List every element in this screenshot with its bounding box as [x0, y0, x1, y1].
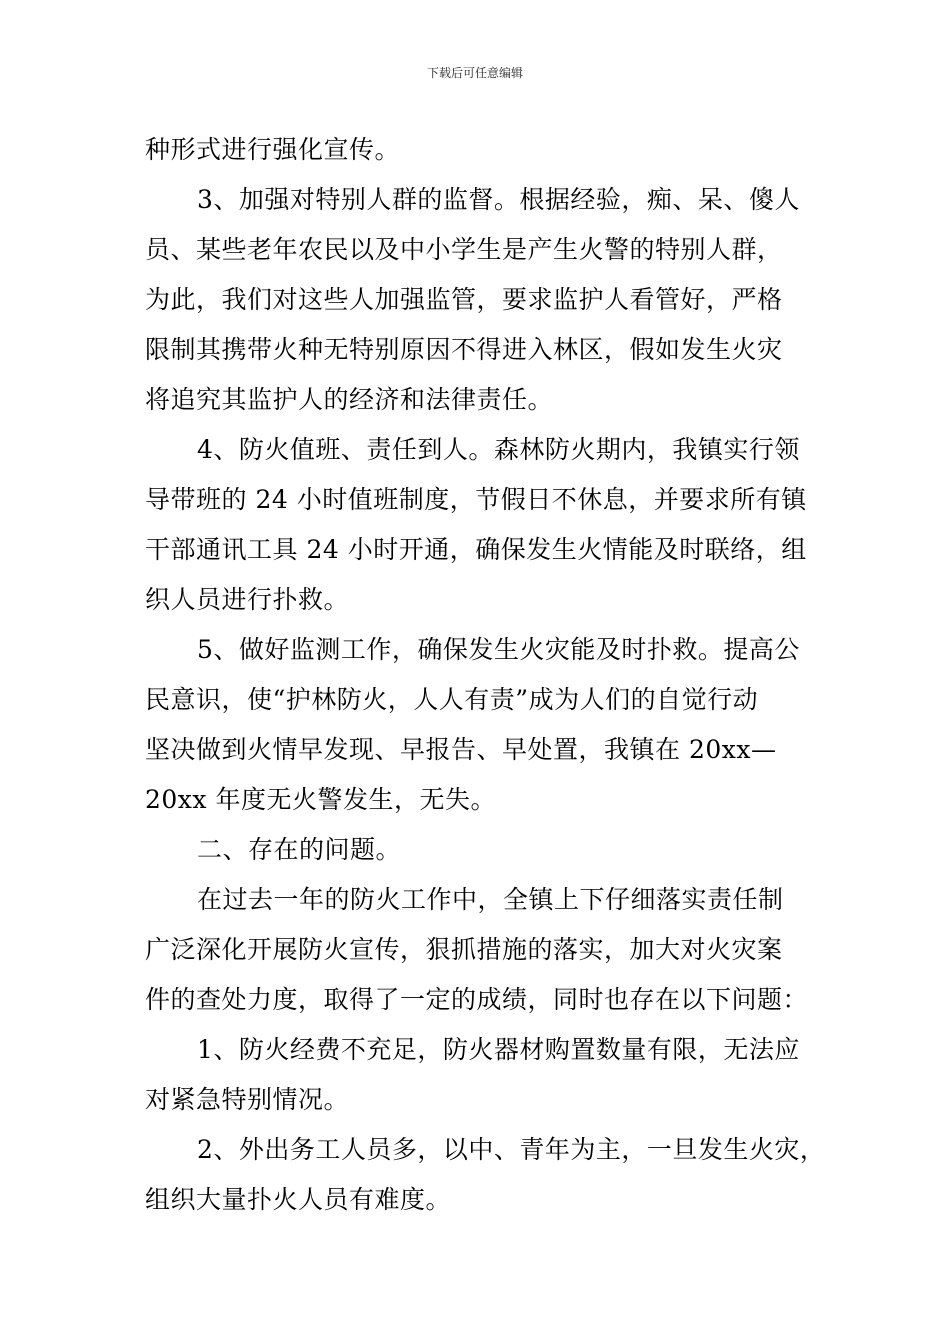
text-line: 导带班的 24 小时值班制度，节假日不休息，并要求所有镇 [145, 485, 807, 514]
text-line: 在过去一年的防火工作中，全镇上下仔细落实责任制 [197, 885, 784, 914]
text-line: 广泛深化开展防火宣传，狠抓措施的落实，加大对火灾案 [145, 935, 783, 964]
text-line: 组织大量扑火人员有难度。 [145, 1185, 452, 1214]
text-line: 限制其携带火种无特别原因不得进入林区，假如发生火灾 [145, 335, 783, 364]
text-line: 件的查处力度，取得了一定的成绩，同时也存在以下问题： [145, 985, 809, 1014]
text-line: 为此，我们对这些人加强监管，要求监护人看管好，严格 [145, 285, 783, 314]
text-line: 将追究其监护人的经济和法律责任。 [145, 385, 554, 414]
text-line: 对紧急特别情况。 [145, 1085, 350, 1114]
text-line: 20xx 年度无火警发生，无失。 [145, 785, 496, 814]
text-line: 2、外出务工人员多，以中、青年为主，一旦发生火灾， [197, 1135, 826, 1164]
text-line: 民意识，使“护林防火，人人有责”成为人们的自觉行动 [145, 685, 759, 714]
text-line: 种形式进行强化宣传。 [145, 135, 401, 164]
text-line: 干部通讯工具 24 小时开通，确保发生火情能及时联络，组 [145, 535, 807, 564]
body-text [145, 125, 826, 1225]
text-line: 织人员进行扑救。 [145, 585, 350, 614]
section-heading: 二、存在的问题。 [197, 835, 402, 864]
text-line: 4、防火值班、责任到人。森林防火期内，我镇实行领 [197, 435, 800, 464]
text-line: 坚决做到火情早发现、早报告、早处置，我镇在 20xx— [145, 735, 777, 764]
text-line: 员、某些老年农民以及中小学生是产生火警的特别人群， [145, 235, 783, 264]
text-line: 5、做好监测工作，确保发生火灾能及时扑救。提高公 [197, 635, 800, 664]
text-line: 3、加强对特别人群的监督。根据经验，痴、呆、傻人 [197, 185, 800, 214]
page-header: 下载后可任意编辑 [426, 66, 523, 80]
text-line: 1、防火经费不充足，防火器材购置数量有限，无法应 [197, 1035, 800, 1064]
